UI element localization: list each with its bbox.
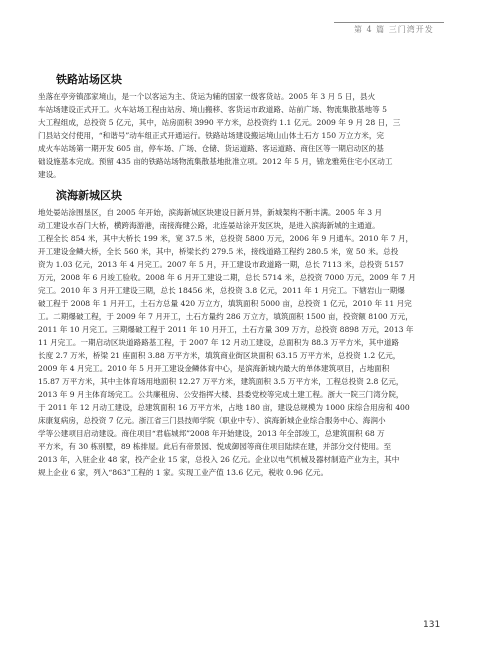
paragraph-line: 完工。2010 年 3 月开工建设三期，总长 18456 米，总投资 3.8 亿元，2011 年 1 月完工。下辖岩山一期爆 (38, 286, 405, 295)
paragraph-line: 门县站交付使用，“和谐号”动车组正式开通运行。铁路站场建设搬运境山山体土石方 150 万立方米，完 (38, 131, 385, 140)
paragraph-line: 床康复病房，总投资 7 亿元。浙江省三门县技师学院（职业中专）、滨海新城企业综合服务中心、海润小 (38, 416, 386, 425)
section-title-railway: 铁路站场区块 (56, 73, 122, 86)
page-number: 131 (423, 620, 441, 630)
paragraph-line: 资为 1.03 亿元，2013 年 4 月完工。2007 年 5 月，开工建设市政道路一期，总长 7113 米，总投资 5157 (38, 260, 404, 269)
paragraph-line: 2013 年，入驻企业 48 家，投产企业 15 家，总投入 26 亿元。企业以电气机械及器材制造产业为主，其中 (38, 455, 400, 464)
paragraph-line: 学等公建项目启动建设。商住项目“君临城邦”2008 年开始建设，2013 年全部竣工，总建筑面积 68 万 (38, 429, 385, 438)
paragraph-line: 开工建设金鳞大桥，全长 560 米，其中，桥梁长约 279.5 米，接线道路工程约 280.5 米，宽 50 米。总投 (38, 247, 399, 256)
running-header: 第 4 篇 三门湾开发 (354, 25, 434, 34)
paragraph-line: 础设施基本完成。预留 435 亩的铁路站场物流集散基地批准立项。2012 年 5 月，锦龙雅苑住宅小区动工 (38, 157, 393, 166)
paragraph-line: 15.87 万平方米，其中主体育场用地面积 12.27 万平方米，建筑面积 3.5 万平方米，工程总投资 2.8 亿元， (38, 377, 404, 386)
paragraph-line: 长度 2.7 万米，桥梁 21 座面积 3.88 万平方米，填筑商业街区块面积 63.15 万平方米，总投资 1.2 亿元， (38, 351, 401, 360)
paragraph-line: 坐落在亭旁镇邵家境山，是一个以客运为主、货运为辅的国家一级客货站。2005 年 3 月 5 日，县火 (38, 92, 376, 101)
paragraph-line: 地处晏站涂围垦区，自 2005 年开始，滨海新城区块建设日新月异，新城架构不断丰满。2005 年 3 月 (38, 208, 383, 217)
paragraph-line: 2011 年 10 月完工。三期爆破工程于 2011 年 10 月开工，土石方量 309 万方，总投资 8898 万元，2013 年 (38, 325, 414, 334)
paragraph-line: 万元，2008 年 6 月竣工验收。2008 年 6 月开工建设二期，总长 5714 米，总投资 7000 万元，2009 年 7 月 (38, 273, 416, 282)
section-title-binhai: 滨海新城区块 (56, 189, 122, 202)
paragraph-line: 大工程组成，总投资 5 亿元，其中，站房面积 3990 平方米，总投资约 1.1 亿元。2009 年 9 月 28 日，三 (38, 118, 401, 127)
paragraph-line: 2013 年 9 月主体育场完工。公共廉租房、公安指挥大楼、县委党校等完成土建工程。浙大一院三门湾分院， (38, 390, 404, 399)
paragraph-line: 破工程于 2008 年 1 月开工，土石方总量 420 万立方，填筑面积 5000 亩，总投资 1 亿元，2010 年 11 月完 (38, 299, 412, 308)
paragraph-line: 工。二期爆破工程，于 2009 年 7 月开工，土石方量约 286 万立方，填筑面积 1500 亩，投资额 8100 万元， (38, 312, 413, 321)
paragraph-line: 平方米，有 30 栋别墅，89 栋排屋。此后有帝景园、悦成御园等商住项目陆续在建，并部分交付使用。至 (38, 442, 392, 451)
paragraph-line: 11 月完工。一期启动区块道路路基工程，于 2007 年 12 月动工建设，总面积为 88.3 万平方米，其中道路 (38, 338, 400, 347)
paragraph-line: 规上企业 6 家，列入“863”工程的 1 家。实现工业产值 13.6 亿元，税收 0.96 亿元。 (38, 468, 329, 477)
paragraph-line: 车站场建设正式开工。火车站场工程由站房、境山搬移、客货运市政道路、站前广场、物流集散基地等 5 (38, 105, 387, 114)
paragraph-line: 动工建设水吞门大桥，横跨海游港，南接海健公路，北连晏站涂开发区块，是进入滨海新城的主通道。 (38, 221, 380, 230)
header-divider (334, 22, 444, 23)
paragraph-line: 成火车站场第一期开发 605 亩，停车场、广场、仓储、货运道路、客运道路、商住区等一期启动区的基 (38, 144, 384, 153)
paragraph-line: 2009 年 4 月完工。2010 年 5 月开工建设金鳞体育中心，是滨海新城内最大的单体建筑项目，占地面积 (38, 364, 390, 373)
paragraph-line: 于 2011 年 12 月动工建设，总建筑面积 16 万平方米，占地 180 亩，建设总规模为 1000 床综合用房和 400 (38, 403, 410, 412)
paragraph-line: 工程全长 854 米，其中大桥长 199 米，宽 37.5 米，总投资 5800 万元，2006 年 9 月通车。2010 年 7 月， (38, 234, 414, 243)
paragraph-line: 建设。 (38, 170, 61, 179)
